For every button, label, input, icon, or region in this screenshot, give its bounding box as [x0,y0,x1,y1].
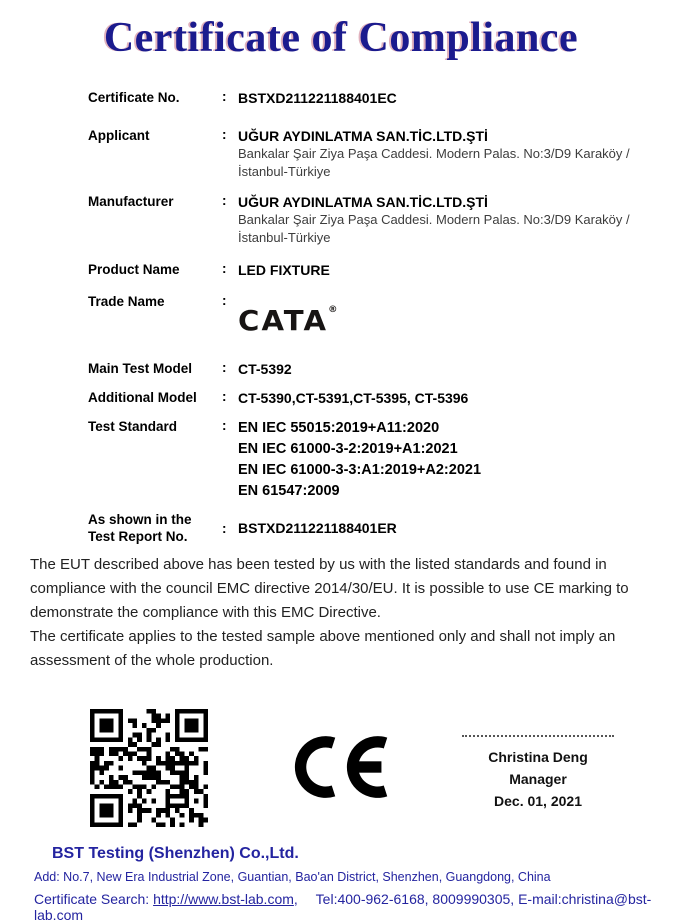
search-suffix: , [293,891,298,907]
test-report-label [88,511,222,545]
main-test-model-label: Main Test Model [88,361,193,376]
compliance-statement [30,553,656,673]
registered-trademark-icon: ® [328,305,338,315]
field-test-standard [88,418,682,502]
field-manufacturer [88,193,682,247]
test-report-label-line1: As shown in the [88,512,192,527]
colon-separator: : [222,389,227,404]
colon-separator: : [222,89,227,104]
test-standard-line: EN IEC 55015:2019+A11:2020 [238,420,440,436]
main-test-model-value: CT-5392 [238,361,292,377]
certificate-search-line [34,891,682,923]
applicant-label: Applicant [88,128,150,143]
certificate-search-link[interactable]: http://www.bst-lab.com [153,891,294,907]
colon-separator: : [222,418,227,433]
lab-address: Add: No.7, New Era Industrial Zone, Guantian, Bao'an District, Shenzhen, Guangdong, China [34,870,551,884]
page-title: Certificate of Compliance [103,15,579,61]
manufacturer-name: UĞUR AYDINLATMA SAN.TİC.LTD.ŞTİ [238,194,488,210]
test-standard-label: Test Standard [88,419,178,434]
statement-paragraph-2: The certificate applies to the tested sample above mentioned only and shall not imply an assessment of the whole production. [30,628,616,669]
test-report-label-line2: Test Report No. [88,529,188,544]
manufacturer-label: Manufacturer [88,194,174,209]
trade-name-label: Trade Name [88,294,165,309]
applicant-value [238,127,630,181]
field-applicant [88,127,682,181]
colon-separator: : [222,520,227,536]
test-standard-line: EN IEC 61000-3-2:2019+A1:2021 [238,441,458,457]
certificate-page [0,14,682,923]
signature-block [462,735,614,827]
product-name-value: LED FIXTURE [238,262,330,278]
test-report-value: BSTXD211221188401ER [238,520,397,536]
cata-brand-logo [238,295,337,336]
cata-logo-text: CATA [238,304,329,337]
colon-separator: : [222,293,227,308]
test-standard-values [238,418,481,502]
lab-company-name: BST Testing (Shenzhen) Co.,Ltd. [52,845,299,862]
field-trade-name [88,293,682,336]
field-test-report-no [88,511,682,545]
statement-paragraph-1: The EUT described above has been tested by us with the listed standards and found in compliance with the council EMC directive 2014/30/EU. It is possible to use CE marking to demonstrate the compliance with this EMC Directive. [30,556,629,621]
signature-dotted-line [462,735,614,737]
fields-section [88,89,682,545]
footer-section [0,845,682,923]
applicant-address-line1: Bankalar Şair Ziya Paşa Caddesi. Modern Palas. No:3/D9 Karaköy / [238,146,630,161]
applicant-address-line2: İstanbul-Türkiye [238,164,331,179]
signature-date: Dec. 01, 2021 [494,793,582,809]
colon-separator: : [222,360,227,375]
qr-code-box [90,709,208,827]
ce-mark-icon [288,725,392,809]
certificate-no-value: BSTXD211221188401EC [238,90,397,106]
field-additional-model [88,389,682,407]
signatory-name: Christina Deng [488,749,588,765]
test-standard-line: EN 61547:2009 [238,483,340,499]
ce-mark-box [288,725,392,827]
colon-separator: : [222,127,227,142]
field-certificate-no [88,89,682,107]
certificate-search-label: Certificate Search: [34,891,150,907]
test-standard-line: EN IEC 61000-3-3:A1:2019+A2:2021 [238,462,482,478]
certificate-no-label: Certificate No. [88,90,180,105]
bottom-row [90,709,682,827]
product-name-label: Product Name [88,262,180,277]
field-main-test-model [88,360,682,378]
manufacturer-address-line1: Bankalar Şair Ziya Paşa Caddesi. Modern Palas. No:3/D9 Karaköy / [238,212,630,227]
colon-separator: : [222,193,227,208]
applicant-name: UĞUR AYDINLATMA SAN.TİC.LTD.ŞTİ [238,128,488,144]
manufacturer-address-line2: İstanbul-Türkiye [238,230,331,245]
additional-model-label: Additional Model [88,390,197,405]
colon-separator: : [222,261,227,276]
manufacturer-value [238,193,630,247]
lab-contact-info: Tel:400-962-6168, 8009990305, E-mail:christina@bst-lab.com [34,891,652,923]
additional-model-value: CT-5390,CT-5391,CT-5395, CT-5396 [238,390,469,406]
field-product-name [88,261,682,279]
signatory-title: Manager [509,771,567,787]
qr-code-icon [90,709,208,827]
